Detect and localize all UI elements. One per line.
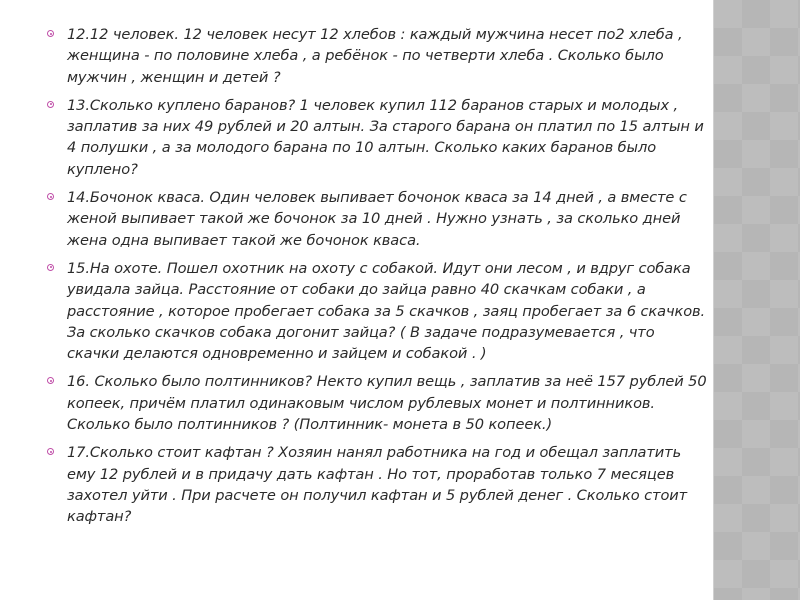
item-text: 15.На охоте. Пошел охотник на охоту с собакой. Идут они лесом , и вдруг собака увидала зайца. Расстояние от собаки до зайца равно 40 скачкам собаки , а расстояние , которое пробегает собака за 5 скачков , заяц пробегает за 6 скачков. За сколько скачков собака догонит зайца? ( В задаче подразумевается , что скачки делаются одновременно и зайцем и собакой . ) [67,259,706,363]
item-text: 13.Сколько куплено баранов? 1 человек купил 112 баранов старых и молодых , заплатив за них 49 рублей и 20 алтын. За старого барана он платил по 15 алтын и 4 полушки , а за молодого барана по 10 алтын. Сколько каких баранов было куплено? [67,96,704,178]
bullet-icon [47,448,54,455]
bullet-icon [47,264,54,271]
bullet-icon [47,30,54,37]
item-text: 16. Сколько было полтинников? Некто купил вещь , заплатив за неё 157 рублей 50 копеек, причём платил одинаковым числом рублевых монет и полтинников. Сколько было полтинников ? (Полтинник- монета в 50 копеек.) [67,373,707,434]
list-item [46,187,708,251]
item-text: 12.12 человек. 12 человек несут 12 хлебов : каждый мужчина несет по2 хлеба , женщина - по половине хлеба , а ребёнок - по четверти хлеба . Сколько было мужчин , женщин и детей ? [67,26,683,86]
list-item [46,371,708,435]
decorative-side-band [713,0,800,600]
bullet-icon [47,193,54,200]
item-text: 17.Сколько стоит кафтан ? Хозяин нанял работника на год и обещал заплатить ему 12 рублей и в придачу дать кафтан . Но тот, проработав только 7 месяцев захотел уйти . При расчете он получил кафтан и 5 рублей денег . Сколько стоит кафтан? [67,444,688,526]
item-text: 14.Бочонок кваса. Один человек выпивает бочонок кваса за 14 дней , а вместе с женой выпивает такой же бочонок за 10 дней . Нужно узнать , за сколько дней жена одна выпивает такой же бочонок кваса. [67,189,687,249]
list-item [46,442,708,527]
bullet-icon [47,377,54,384]
bullet-icon [47,101,54,108]
list-item [46,258,708,364]
list-item [46,95,708,180]
slide-content [46,24,708,535]
list-item [46,24,708,88]
